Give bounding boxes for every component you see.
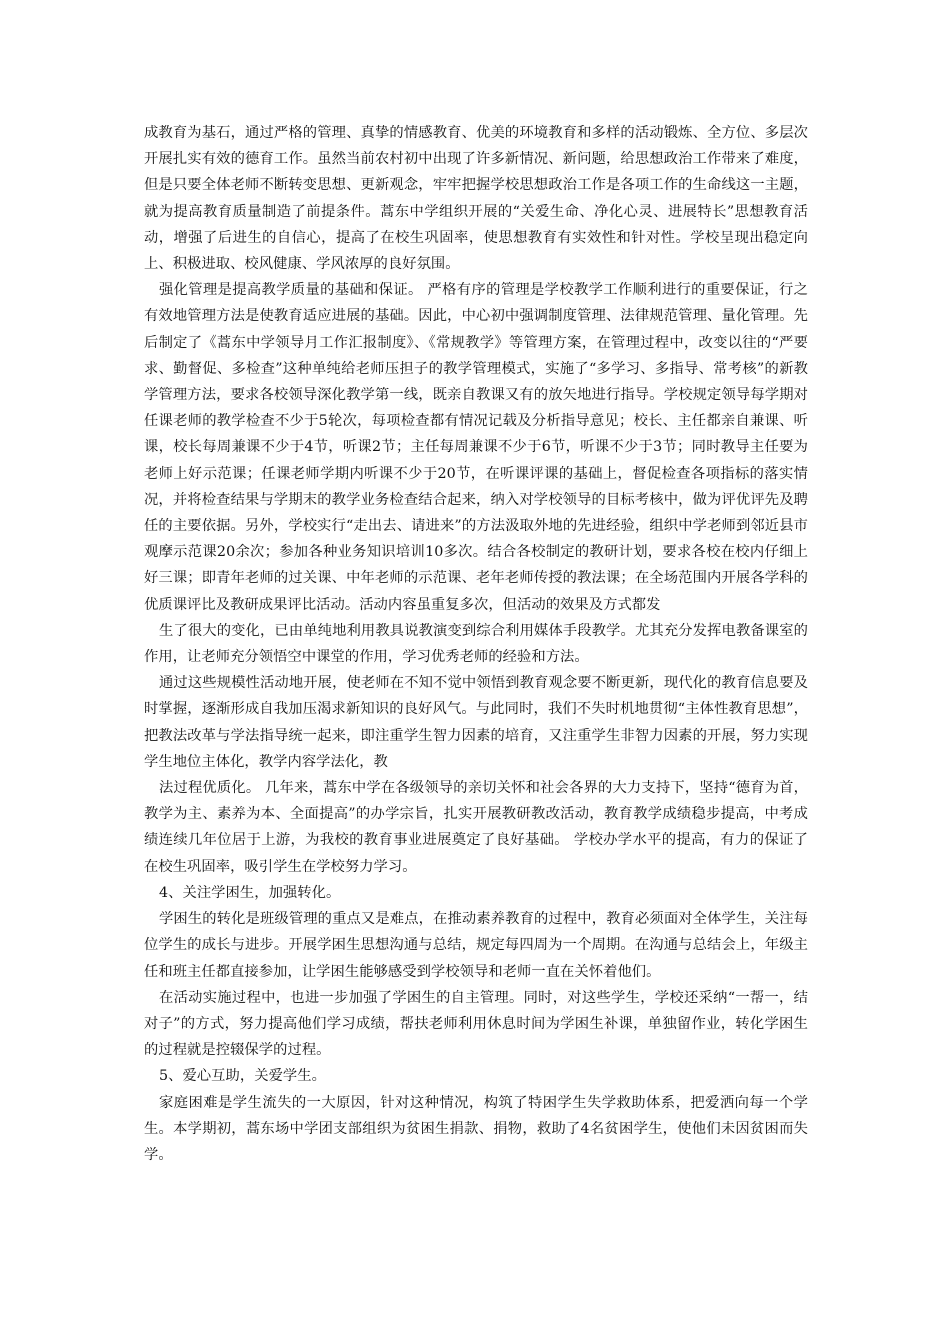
- paragraph-struggling-students-care: 学困生的转化是班级管理的重点又是难点，在推动素养教育的过程中，教育必须面对全体学生，关注每位学生的成长与进步。开展学困生思想沟通与总结，规定每四周为一个周期。在沟通与总结会上，年级主任和班主任都直接参加，让学困生能够感受到学校领导和老师一直在关怀着他们。: [144, 911, 808, 980]
- document-page: [144, 120, 808, 1168]
- paragraph-peer-mentoring: 在活动实施过程中，也进一步加强了学困生的自主管理。同时，对这些学生，学校还采纳“一帮一，结对子”的方式，努力提高他们学习成绩，帮扶老师利用休息时间为学困生补课，单独留作业，转化学困生的过程就是控辍保学的过程。: [144, 989, 808, 1059]
- paragraph-financial-aid: 家庭困难是学生流失的一大原因，针对这种情况，构筑了特困学生失学救助体系，把爱洒向每一个学生。本学期初，蒿东场中学团支部组织为贫困生捐款、捐物，救助了4名贫困学生，使他们未因贫困而失学。: [144, 1094, 808, 1163]
- heading-mutual-aid: 5、爱心互助，关爱学生。: [159, 1068, 326, 1085]
- paragraph-school-achievements: 法过程优质化。 几年来，蒿东中学在各级领导的亲切关怀和社会各界的大力支持下，坚持“德育为首，教学为主、素养为本、全面提高”的办学宗旨，扎实开展教研教改活动，教育教学成绩稳步提高，中考成绩连续几年位居于上游，为我校的教育事业进展奠定了良好基础。 学校办学水平的提高，有力的保证了在校生巩固率，吸引学生在学校努力学习。: [144, 780, 808, 875]
- heading-struggling-students: 4、关注学困生，加强转化。: [159, 884, 341, 901]
- paragraph-education-concepts: 通过这些规模性活动地开展，使老师在不知不觉中领悟到教育观念要不断更新，现代化的教育信息要及时掌握，逐渐形成自我加压渴求新知识的良好风气。与此同时，我们不失时机地贯彻“主体性教育思想”，把教法改革与学法指导统一起来，即注重学生智力因素的培育，又注重学生非智力因素的开展，努力实现学生地位主体化，教学内容学法化，教: [144, 675, 808, 770]
- paragraph-strengthen-management: 强化管理是提高教学质量的基础和保证。 严格有序的管理是学校教学工作顺利进行的重要保证，行之有效地管理方法是使教育适应进展的基础。因此，中心初中强调制度管理、法律规范管理、量化管理。先后制定了《蒿东中学领导月工作汇报制度》、《常规教学》等管理方案，在管理过程中，改变以往的“严要求、勤督促、多检查”这种单纯给老师压担子的教学管理模式，实施了“多学习、多指导、常考核”的新教学管理方法，要求各校领导深化教学第一线，既亲自教课又有的放矢地进行指导。学校规定领导每学期对任课老师的教学检查不少于5轮次，每项检查都有情况记载及分析指导意见；校长、主任都亲自兼课、听课，校长每周兼课不少于4节，听课2节；主任每周兼课不少于6节，听课不少于3节；同时教导主任要为老师上好示范课；任课老师学期内听课不少于20节，在听课评课的基础上，督促检查各项指标的落实情况，并将检查结果与学期末的教学业务检查结合起来，纳入对学校领导的目标考核中，做为评优评先及聘任的主要依据。另外，学校实行“走出去、请进来”的方法汲取外地的先进经验，组织中学老师到邻近县市观摩示范课20余次；参加各种业务知识培训10多次。结合各校制定的教研计划，要求各校在校内仔细上好三课；即青年老师的过关课、中年老师的示范课、老年老师传授的教法课；在全场范围内开展各学科的优质课评比及教研成果评比活动。活动内容虽重复多次，但活动的效果及方式都发: [144, 282, 808, 613]
- paragraph-multimedia-teaching: 生了很大的变化，已由单纯地利用教具说教演变到综合利用媒体手段教学。尤其充分发挥电教备课室的作用，让老师充分领悟空中课堂的作用，学习优秀老师的经验和方法。: [144, 622, 808, 666]
- paragraph-moral-education: 成教育为基石，通过严格的管理、真挚的情感教育、优美的环境教育和多样的活动锻炼、全方位、多层次开展扎实有效的德育工作。虽然当前农村初中出现了许多新情况、新问题，给思想政治工作带来了难度，但是只要全体老师不断转变思想、更新观念，牢牢把握学校思想政治工作是各项工作的生命线这一主题，就为提高教育质量制造了前提条件。蒿东中学组织开展的“关爱生命、净化心灵、进展特长”思想教育活动，增强了后进生的自信心，提高了在校生巩固率，使思想教育有实效性和针对性。学校呈现出稳定向上、积极进取、校风健康、学风浓厚的良好氛围。: [144, 125, 808, 273]
